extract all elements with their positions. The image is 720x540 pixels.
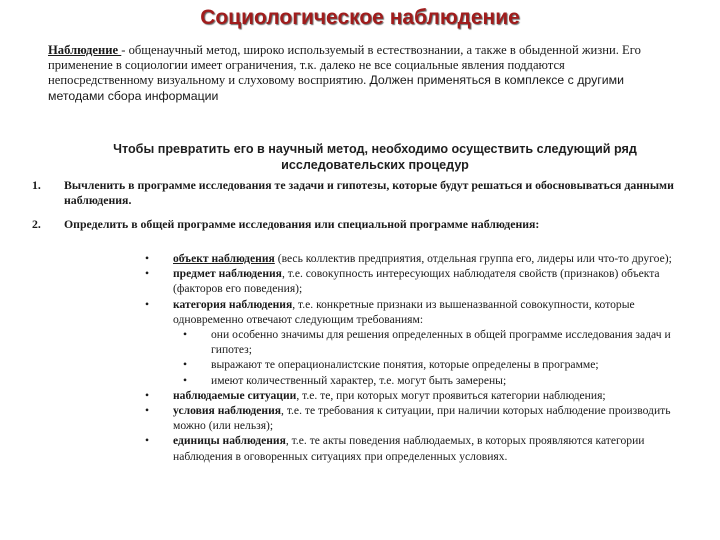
list-item <box>145 388 695 403</box>
sub-item-text: они особенно значимы для решения определенных в общей программе исследования задач и гипотез; <box>211 328 671 357</box>
bullet-icon: • <box>145 434 150 448</box>
item-text: (весь коллектив предприятия, отдельная группа его, лидеры или что-то другое); <box>274 252 672 265</box>
item-key: предмет наблюдения <box>173 267 282 281</box>
item-key: условия наблюдения <box>173 404 282 418</box>
item-key: объект наблюдения <box>173 252 275 265</box>
list-item <box>145 433 695 463</box>
sub-list-item <box>173 373 695 388</box>
list-item <box>145 251 695 266</box>
intro-paragraph <box>48 43 658 104</box>
item-text: , т.е. совокупность интересующих наблюдателя свойств (признаков) объекта (факторов его поведения); <box>173 267 660 296</box>
requirements-sublist <box>173 327 695 388</box>
item-text: , т.е. те, при которых могут проявиться категории наблюдения; <box>296 388 606 402</box>
procedures-heading: Чтобы превратить его в научный метод, необходимо осуществить следующий ряд исследовательских процедур <box>113 142 637 172</box>
list-item <box>145 266 695 296</box>
bullet-icon: • <box>183 373 188 387</box>
list-item <box>145 297 695 388</box>
item-key: наблюдаемые ситуации <box>173 388 297 402</box>
list-item <box>145 403 695 433</box>
item-text: , т.е. конкретные признаки из вышеназванной совокупности, которые одновременно отвечают следующим требованиям: <box>173 297 635 326</box>
page-title: Социологическое наблюдение <box>200 6 520 29</box>
bullet-icon: • <box>183 358 188 372</box>
bullet-icon: • <box>145 388 150 402</box>
intro-text: - общенаучный метод, широко используемый в естествознании, а также в обыденной жизни. Его применение в социологии имеет ограничения, т.к. далеко не все социальные явления поддаются непосредственному визуальному и слуховому восприятию. <box>48 43 641 88</box>
intro-term: Наблюдение <box>48 43 122 57</box>
item-key: категория наблюдения <box>173 297 293 311</box>
item-key: единицы наблюдения <box>173 434 286 448</box>
bullet-icon: • <box>145 267 150 281</box>
step-number: 1. <box>32 178 41 192</box>
bullet-icon: • <box>145 252 150 265</box>
sub-list-item <box>173 357 695 372</box>
sub-item-text: выражают те операционалистские понятия, которые определены в программе; <box>211 358 599 372</box>
sub-list-item <box>173 327 695 357</box>
step-text: Вычленить в программе исследования те задачи и гипотезы, которые будут решаться и обосновываться данными наблюдения. <box>64 178 674 207</box>
observation-elements-list <box>145 251 695 464</box>
step-text: Определить в общей программе исследования или специальной программе наблюдения: <box>64 217 540 231</box>
bullet-icon: • <box>145 297 150 311</box>
sub-item-text: имеют количественный характер, т.е. могут быть замерены; <box>211 373 507 387</box>
item-text: , т.е. те акты поведения наблюдаемых, в которых проявляются категории наблюдения в оговоренных ситуациях при определенных условиях. <box>173 434 645 463</box>
step-number: 2. <box>32 217 41 231</box>
intro-text-2: Должен применяться в комплексе с другими методами сбора информации <box>48 73 624 103</box>
item-text: , т.е. те требования к ситуации, при наличии которых наблюдение производить можно (или нельзя); <box>173 404 671 433</box>
bullet-icon: • <box>145 404 150 418</box>
bullet-icon: • <box>183 328 188 342</box>
